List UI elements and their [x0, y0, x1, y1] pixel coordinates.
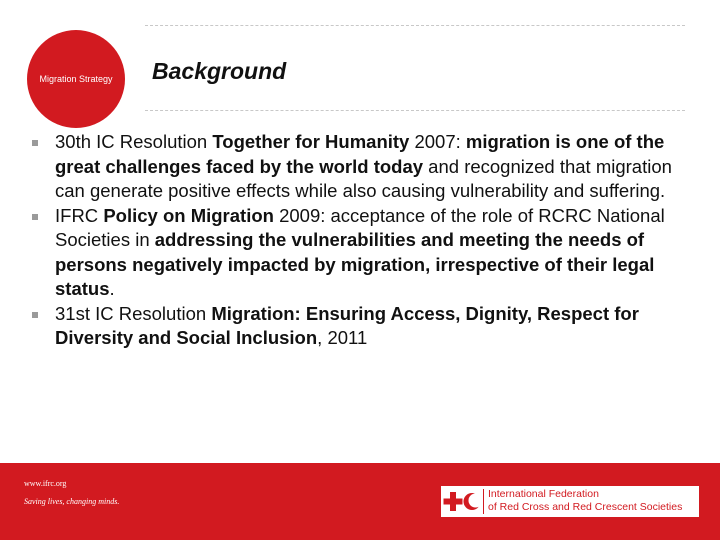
- title-divider: [145, 110, 685, 111]
- bullet-list: [30, 130, 700, 351]
- ifrc-name-line1: International Federation: [488, 488, 599, 500]
- bullet-square-icon: [32, 214, 38, 220]
- bullet-text: IFRC: [55, 204, 104, 226]
- ifrc-name: [488, 488, 682, 514]
- ifrc-emblems: [443, 489, 481, 514]
- red-crescent-icon: [464, 493, 482, 510]
- bullet-square-icon: [32, 140, 38, 146]
- bullet-text-bold: addressing the vulnerabilities and meeting the needs of persons negatively impacted by migration, irrespective of their legal status: [55, 229, 655, 299]
- bullet-text-bold: Policy on Migration: [103, 204, 274, 226]
- slide-title: Background: [152, 58, 287, 84]
- bullet-item: [30, 302, 700, 351]
- footer-tagline: Saving lives, changing minds.: [24, 497, 120, 506]
- footer-url[interactable]: www.ifrc.org: [24, 479, 67, 488]
- bullet-text: 31st IC Resolution: [55, 302, 212, 324]
- migration-strategy-logo: [27, 30, 125, 128]
- bullet-square-icon: [32, 312, 38, 318]
- bullet-text-bold: Migration: Ensuring Access, Dignity, Respect for Diversity and Social Inclusion: [55, 302, 639, 348]
- bullet-text-bold: Together for Humanity: [212, 131, 410, 152]
- top-divider: [145, 25, 685, 26]
- bullet-text: 2007:: [409, 131, 466, 152]
- bullet-text: 30th IC Resolution: [55, 131, 213, 152]
- ifrc-name-line2: of Red Cross and Red Crescent Societies: [488, 501, 683, 513]
- bullet-text-bold: migration is one of the great challenges faced by the world today: [55, 131, 665, 177]
- bullet-text: , 2011: [317, 327, 368, 348]
- logo-label: Migration Strategy: [39, 74, 113, 84]
- bullet-text: .: [109, 278, 115, 299]
- bullet-text: and recognized that migration can generate positive effects while also causing vulnerability and suffering.: [55, 155, 672, 201]
- bullet-item: [30, 204, 700, 302]
- bullet-text: 2009: acceptance of the role of RCRC National Societies in: [55, 204, 665, 250]
- bullet-item: [30, 130, 700, 204]
- logo-divider: [483, 489, 484, 514]
- ifrc-logo: [441, 486, 699, 517]
- red-cross-icon: [444, 492, 463, 511]
- footer-bar: [0, 463, 720, 540]
